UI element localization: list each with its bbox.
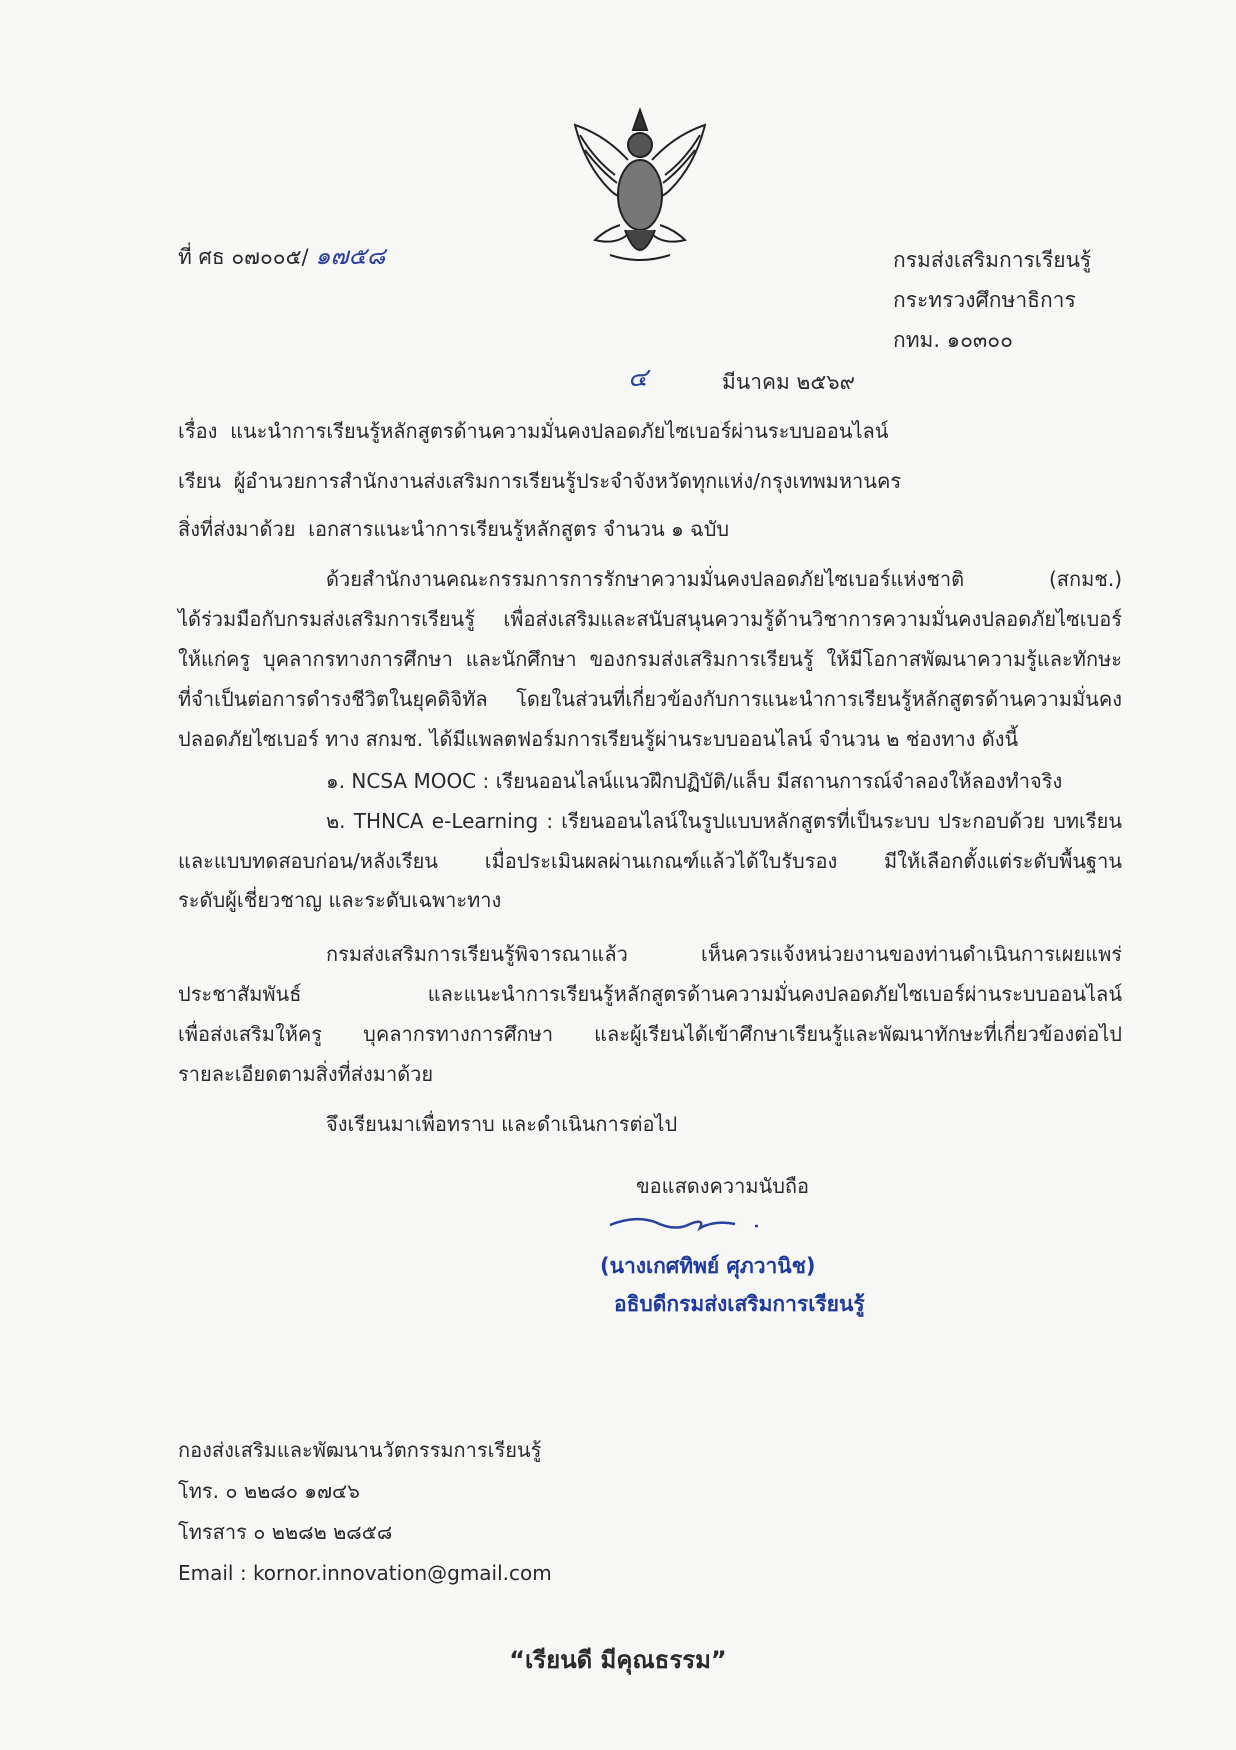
sender-address [893, 240, 1091, 360]
enclosure-line [178, 513, 1122, 545]
list-item-ncsa-mooc: ๑. NCSA MOOC : เรียนออนไลน์แนวฝึกปฏิบัติ/แล็บ มีสถานการณ์จำลองให้ลองทำจริง [326, 769, 1063, 793]
body-text-line: ระดับผู้เชี่ยวชาญ และระดับเฉพาะทาง [178, 888, 502, 912]
body-text-line: ที่จำเป็นต่อการดำรงชีวิตในยุคดิจิทัล โดยในส่วนที่เกี่ยวข้องกับการแนะนำการเรียนรู้หลักสูตรด้านความมั่นคง [178, 687, 1122, 711]
subject-line [178, 415, 1122, 447]
recipient-text: ผู้อำนวยการสำนักงานส่งเสริมการเรียนรู้ประจำจังหวัดทุกแห่ง/กรุงเทพมหานคร [233, 469, 902, 493]
handwritten-signature-icon [605, 1210, 775, 1240]
recipient-line [178, 465, 1122, 497]
subject-label: เรื่อง [178, 419, 218, 443]
signatory-title: อธิบดีกรมส่งเสริมการเรียนรู้ [614, 1292, 865, 1316]
list-item-thnca-elearning: ๒. THNCA e-Learning : เรียนออนไลน์ในรูปแบบหลักสูตรที่เป็นระบบ ประกอบด้วย บทเรียน [326, 809, 1122, 833]
body-text-line: ให้แก่ครู บุคลากรทางการศึกษา และนักศึกษา ของกรมส่งเสริมการเรียนรู้ ให้มีโอกาสพัฒนาความรู้และทักษะ [178, 647, 1122, 671]
body-text-line: ประชาสัมพันธ์ และแนะนำการเรียนรู้หลักสูตรด้านความมั่นคงปลอดภัยไซเบอร์ผ่านระบบออนไลน์ [178, 982, 1122, 1006]
regards-text: ขอแสดงความนับถือ [636, 1174, 810, 1198]
body-text-line: กรมส่งเสริมการเรียนรู้พิจารณาแล้ว เห็นควรแจ้งหน่วยงานของท่านดำเนินการเผยแพร่ [326, 942, 1122, 966]
body-text-line: ปลอดภัยไซเบอร์ ทาง สกมช. ได้มีแพลตฟอร์มการเรียนรู้ผ่านระบบออนไลน์ จำนวน ๒ ช่องทาง ดังนี้ [178, 727, 1019, 751]
address-line: กทม. ๑๐๓๐๐ [893, 328, 1013, 352]
signatory-name: (นางเกศทิพย์ ศุภวานิช) [600, 1254, 816, 1278]
footer-email: Email : kornor.innovation@gmail.com [178, 1561, 552, 1585]
recipient-label: เรียน [178, 469, 221, 493]
subject-text: แนะนำการเรียนรู้หลักสูตรด้านความมั่นคงปลอดภัยไซเบอร์ผ่านระบบออนไลน์ [230, 419, 889, 443]
footer-phone: โทร. ๐ ๒๒๘๐ ๑๗๔๖ [178, 1479, 360, 1503]
footer-division: กองส่งเสริมและพัฒนานวัตกรรมการเรียนรู้ [178, 1438, 542, 1462]
body-text-line: รายละเอียดตามสิ่งที่ส่งมาด้วย [178, 1062, 434, 1086]
date-day-handwritten: ๔ [628, 363, 648, 393]
body-text-line: ด้วยสำนักงานคณะกรรมการการรักษาความมั่นคงปลอดภัยไซเบอร์แห่งชาติ (สกมช.) [326, 567, 1122, 591]
body-text-line: และแบบทดสอบก่อน/หลังเรียน เมื่อประเมินผลผ่านเกณฑ์แล้วได้ใบรับรอง มีให้เลือกตั้งแต่ระดับพื้นฐาน [178, 849, 1122, 873]
enclosure-label: สิ่งที่ส่งมาด้วย [178, 517, 296, 541]
body-text-line: เพื่อส่งเสริมให้ครู บุคลากรทางการศึกษา และผู้เรียนได้เข้าศึกษาเรียนรู้และพัฒนาทักษะที่เกี่ยวข้องต่อไป [178, 1022, 1122, 1046]
reference-number [178, 236, 385, 275]
reference-label: ที่ ศธ ๐๗๐๐๕/ [178, 245, 309, 269]
footer-fax: โทรสาร ๐ ๒๒๘๒ ๒๘๕๘ [178, 1520, 393, 1544]
date-month-year: มีนาคม ๒๕๖๙ [722, 370, 856, 394]
footer-contact [178, 1430, 552, 1594]
body-text-line: ได้ร่วมมือกับกรมส่งเสริมการเรียนรู้ เพื่อส่งเสริมและสนับสนุนความรู้ด้านวิชาการความมั่นคงปลอดภัยไซเบอร์ [178, 607, 1122, 631]
garuda-seal-icon [565, 105, 715, 270]
address-line: กระทรวงศึกษาธิการ [893, 288, 1076, 312]
address-line: กรมส่งเสริมการเรียนรู้ [893, 248, 1092, 272]
closing-text: จึงเรียนมาเพื่อทราบ และดำเนินการต่อไป [326, 1112, 678, 1136]
motto: “เรียนดี มีคุณธรรม” [509, 1646, 727, 1674]
reference-number-handwritten: ๑๗๕๘ [315, 242, 386, 270]
enclosure-text: เอกสารแนะนำการเรียนรู้หลักสูตร จำนวน ๑ ฉบับ [308, 517, 730, 541]
